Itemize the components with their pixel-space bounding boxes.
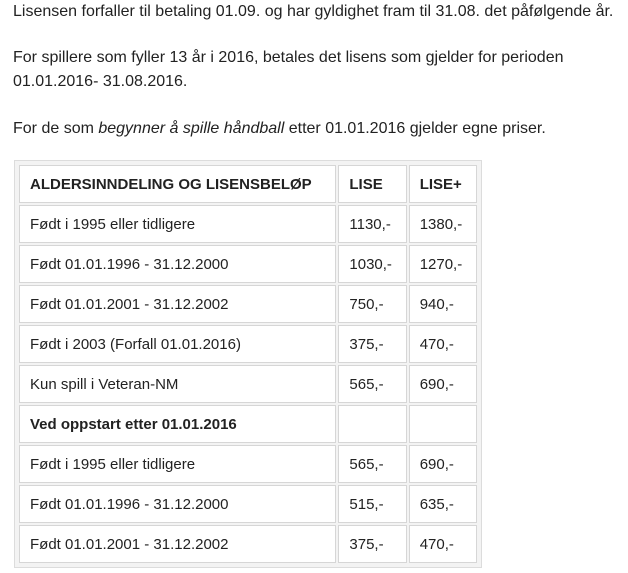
license-price-table xyxy=(17,163,479,565)
header-age-group: ALDERSINNDELING OG LISENSBELØP xyxy=(19,165,336,203)
beginners-text-post: etter 01.01.2016 gjelder egne priser. xyxy=(284,120,546,137)
age-group-cell: Kun spill i Veteran-NM xyxy=(19,365,336,403)
header-lise: LISE xyxy=(338,165,406,203)
license-price-table-container xyxy=(14,160,482,568)
age-group-cell: Født 01.01.1996 - 31.12.2000 xyxy=(19,245,336,283)
paragraph-age-13: For spillere som fyller 13 år i 2016, betales det lisens som gjelder for perioden 01.01.2016- 31.08.2016. xyxy=(13,49,564,90)
age-group-cell: Født 01.01.2001 - 31.12.2002 xyxy=(19,285,336,323)
table-row xyxy=(19,365,477,403)
paragraph-payment-due: Lisensen forfaller til betaling 01.09. og har gyldighet fram til 31.08. det påfølgende år. xyxy=(13,3,614,20)
lise-price-cell: 1130,- xyxy=(338,205,406,243)
paragraph-beginners xyxy=(13,117,618,141)
empty-cell xyxy=(338,405,406,443)
table-row xyxy=(19,325,477,363)
age-group-cell: Født i 2003 (Forfall 01.01.2016) xyxy=(19,325,336,363)
table-row xyxy=(19,245,477,283)
lise-price-cell: 375,- xyxy=(338,525,406,563)
lise-price-cell: 375,- xyxy=(338,325,406,363)
lise-plus-price-cell: 1380,- xyxy=(409,205,477,243)
lise-price-cell: 750,- xyxy=(338,285,406,323)
header-lise-plus: LISE+ xyxy=(409,165,477,203)
lise-price-cell: 565,- xyxy=(338,365,406,403)
empty-cell xyxy=(409,405,477,443)
beginners-text-emphasis: begynner å spille håndball xyxy=(98,120,285,137)
section-label-cell: Ved oppstart etter 01.01.2016 xyxy=(19,405,336,443)
table-row xyxy=(19,445,477,483)
lise-plus-price-cell: 1270,- xyxy=(409,245,477,283)
lise-plus-price-cell: 470,- xyxy=(409,525,477,563)
lise-price-cell: 515,- xyxy=(338,485,406,523)
lise-plus-price-cell: 690,- xyxy=(409,445,477,483)
lise-plus-price-cell: 635,- xyxy=(409,485,477,523)
age-group-cell: Født 01.01.1996 - 31.12.2000 xyxy=(19,485,336,523)
table-row xyxy=(19,285,477,323)
table-row xyxy=(19,525,477,563)
table-header-row xyxy=(19,165,477,203)
lise-price-cell: 1030,- xyxy=(338,245,406,283)
lise-plus-price-cell: 690,- xyxy=(409,365,477,403)
age-group-cell: Født i 1995 eller tidligere xyxy=(19,205,336,243)
table-row xyxy=(19,485,477,523)
lise-plus-price-cell: 470,- xyxy=(409,325,477,363)
beginners-text-pre: For de som xyxy=(13,120,99,137)
lise-price-cell: 565,- xyxy=(338,445,406,483)
table-section-row xyxy=(19,405,477,443)
age-group-cell: Født i 1995 eller tidligere xyxy=(19,445,336,483)
lise-plus-price-cell: 940,- xyxy=(409,285,477,323)
age-group-cell: Født 01.01.2001 - 31.12.2002 xyxy=(19,525,336,563)
table-row xyxy=(19,205,477,243)
